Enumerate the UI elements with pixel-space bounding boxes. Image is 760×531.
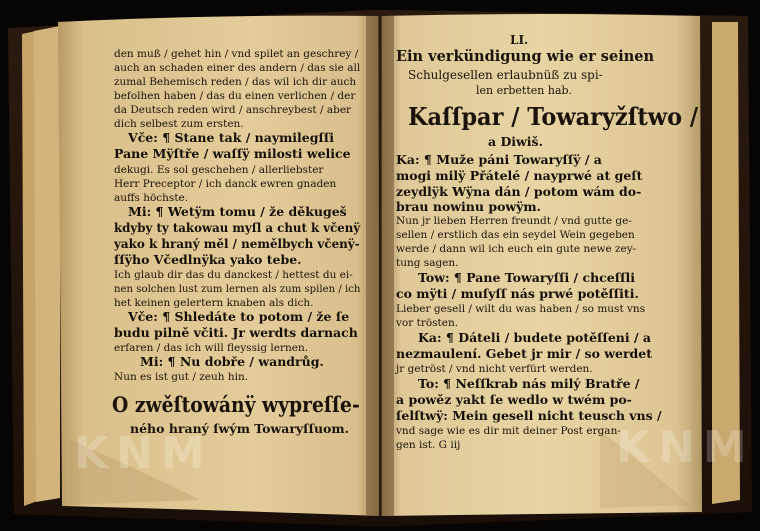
text-line: sellen / erstlich das ein seydel Wein gegeben bbox=[396, 229, 635, 241]
text-line-black: Pane Mÿſtře / waſſÿ milosti welice bbox=[114, 146, 351, 161]
text-line-black: Tow: ¶ Pane Towaryſſi / chceſſli bbox=[418, 270, 635, 285]
text-line: nen solchen lust zum lernen als zum spilen / ich bbox=[114, 283, 361, 295]
text-line-black: kdyby ty takowau myſl a chut k včenÿ bbox=[114, 220, 361, 235]
text-line-black: a powěz yakt ſe wedlo w twém po- bbox=[396, 392, 632, 407]
text-line: da Deutsch reden wird / anschreybest / aber bbox=[114, 104, 352, 116]
text-line: gen ist. G iij bbox=[396, 439, 461, 451]
text-line-black: zeydlÿk Wÿna dán / potom wám do- bbox=[396, 184, 642, 199]
text-line: auffs höchste. bbox=[114, 192, 189, 204]
text-line-black: Ka: ¶ Muže páni Towaryſſÿ / a bbox=[396, 152, 602, 167]
text-line: Herr Preceptor / ich danck ewren gnaden bbox=[114, 178, 337, 190]
dialogue-heading: Kaſſpar / Towaryžſtwo / bbox=[408, 102, 699, 131]
text-line: Nun es ist gut / zeuh hin. bbox=[114, 371, 249, 383]
text-line: den muß / gehet hin / vnd spilet an geschrey / bbox=[114, 48, 359, 60]
text-line: befolhen haben / das du einen verlichen / der bbox=[114, 90, 356, 102]
text-line: vor trösten. bbox=[396, 317, 459, 329]
title-line: Ein verkündigung wie er seinen bbox=[396, 48, 655, 65]
text-line-black: ſſÿho Včedlnÿka yako tebe. bbox=[114, 252, 302, 267]
text-line-black: Mi: ¶ Nu dobře / wandrůg. bbox=[140, 354, 324, 369]
text-line-black: co mÿti / muſyſſ nás prwé potěſſiti. bbox=[396, 286, 639, 301]
title-line: Schulgesellen erlaubnüß zu spi- bbox=[408, 68, 603, 82]
text-line: auch an schaden einer des andern / das sie all bbox=[114, 62, 361, 74]
text-line: vnd sage wie es dir mit deiner Post ergan- bbox=[396, 425, 621, 437]
text-line: Lieber gesell / wilt du was haben / so must vns bbox=[396, 303, 646, 315]
section-heading: O zwěſtowánÿ wypreſſe- bbox=[112, 392, 360, 417]
text-line: Ich glaub dir das du danckest / hettest du ei- bbox=[114, 269, 353, 281]
text-line-black: ſelſtwÿ: Mein gesell nicht teusch vns / bbox=[396, 408, 662, 423]
text-line: jr getröst / vnd nicht verfürt werden. bbox=[396, 363, 593, 375]
title-line: len erbetten hab. bbox=[476, 84, 573, 97]
text-line: erfaren / das ich will fleyssig lernen. bbox=[114, 342, 309, 354]
text-line-black: brau nowinu powÿm. bbox=[396, 199, 542, 214]
text-line: zumal Behemisch reden / das wil ich dir auch bbox=[114, 76, 357, 88]
text-line: werde / dann wil ich euch ein gute newe zey- bbox=[396, 243, 637, 255]
folio-number: LI. bbox=[510, 33, 529, 47]
text-line: tung sagen. bbox=[396, 257, 459, 269]
text-line-black: Vče: ¶ Stane tak / naymilegſſi bbox=[128, 130, 334, 145]
text-line-black: To: ¶ Neſſkrab nás milý Bratře / bbox=[418, 376, 640, 391]
text-line-black: budu pilně včiti. Jr werdts darnach bbox=[114, 325, 358, 340]
text-line-black: yako k hraný měl / nemělbych včenÿ- bbox=[114, 236, 360, 251]
text-line: dich selbest zum ersten. bbox=[114, 118, 244, 130]
text-line-black: Vče: ¶ Shledáte to potom / že ſe bbox=[128, 309, 350, 324]
text-line-black: Mi: ¶ Wetÿm tomu / že děkugeš bbox=[128, 204, 347, 219]
text-line-black: nezmaulení. Gebet jr mir / so werdet bbox=[396, 346, 653, 361]
watermark: KNM bbox=[616, 422, 755, 473]
text-line-black: Ka: ¶ Dáteli / budete potěſſeni / a bbox=[418, 330, 651, 345]
right-page bbox=[380, 0, 760, 531]
dialogue-subheading: a Diwiš. bbox=[488, 134, 543, 149]
section-heading: ného hraný ſwým Towaryſſuom. bbox=[130, 421, 349, 436]
watermark: KNM bbox=[74, 428, 213, 479]
text-line: dekugi. Es sol geschehen / allerliebster bbox=[114, 164, 324, 176]
text-line: het keinen gelertern knaben als dich. bbox=[114, 297, 314, 309]
text-line: Nun jr lieben Herren freundt / vnd gutte ge- bbox=[396, 215, 632, 227]
text-line-black: mogi milÿ Přátelé / nayprwé at geſt bbox=[396, 168, 643, 183]
